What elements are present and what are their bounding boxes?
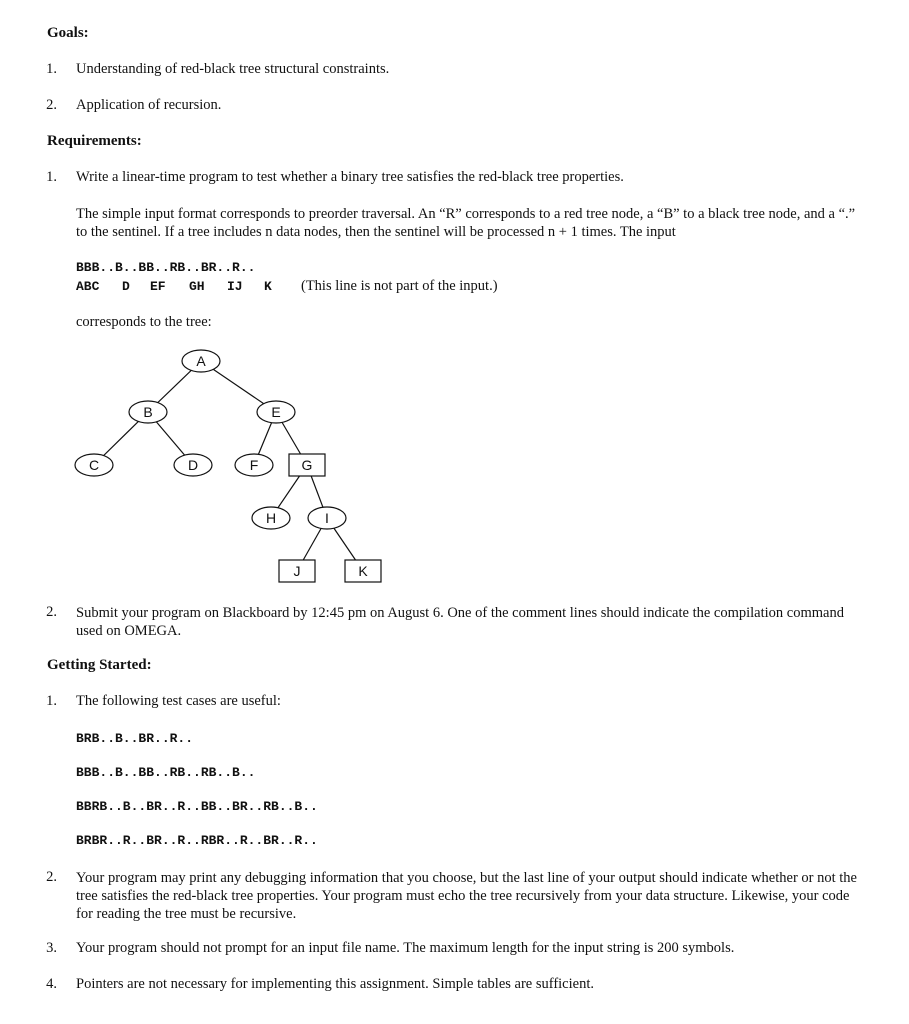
input-format-paragraph: The simple input format corresponds to preorder traversal. An “R” corresponds to a red tree node, a “B” to a black tree node, and a “.” to the sentinel. If a tree includes n data nodes, then the sentinel will be processed n + 1 times. The input <box>76 206 856 240</box>
tree-node-k <box>345 560 381 582</box>
test-case: BBB..B..BB..RB..RB..B.. <box>76 765 256 780</box>
test-case: BRB..B..BR..R.. <box>76 731 194 746</box>
tree-node-g <box>289 454 325 476</box>
tree-node-a <box>182 350 220 372</box>
getting-started-item-text: The following test cases are useful: <box>76 693 281 709</box>
tree-node-h <box>252 507 290 529</box>
tree-node-b <box>129 401 167 423</box>
tree-node-c <box>75 454 113 476</box>
requirements-item-number: 1. <box>46 169 57 185</box>
example-note: (This line is not part of the input.) <box>301 278 498 294</box>
tree-node-j <box>279 560 315 582</box>
goals-heading: Goals: <box>47 25 89 41</box>
getting-started-item-text: Your program should not prompt for an input file name. The maximum length for the input string is 200 symbols. <box>76 940 735 956</box>
example-label: K <box>264 279 272 294</box>
node-label: G <box>301 457 313 473</box>
requirements-item-text: Submit your program on Blackboard by 12:45 pm on August 6. One of the comment lines should indicate the compilation command used on OMEGA. <box>76 605 844 639</box>
node-label: C <box>88 457 100 473</box>
tree-node-i <box>308 507 346 529</box>
node-label: I <box>325 510 329 526</box>
node-label: B <box>143 404 153 420</box>
goals-item-number: 1. <box>46 61 57 77</box>
getting-started-item-number: 4. <box>46 976 57 992</box>
getting-started-heading: Getting Started: <box>47 657 152 673</box>
node-label: F <box>249 457 259 473</box>
node-label: D <box>187 457 199 473</box>
goals-item-number: 2. <box>46 97 57 113</box>
tree-node-d <box>174 454 212 476</box>
example-input: BBB..B..BB..RB..BR..R.. <box>76 260 256 275</box>
node-label: J <box>293 563 301 579</box>
requirements-item-text: Write a linear-time program to test whether a binary tree satisfies the red-black tree properties. <box>76 169 624 185</box>
node-label: A <box>196 353 206 369</box>
getting-started-item-text: Your program may print any debugging information that you choose, but the last line of your output should indicate whether or not the tree satisfies the red-black tree properties. Your program must echo the tree recursively from your data structure. Likewise, your code for reading the tree must be recursive. <box>76 870 857 922</box>
example-label: EF <box>150 279 166 294</box>
example-label: IJ <box>227 279 243 294</box>
example-label: D <box>122 279 130 294</box>
tree-node-e <box>257 401 295 423</box>
test-case: BBRB..B..BR..R..BB..BR..RB..B.. <box>76 799 318 814</box>
node-label: H <box>265 510 277 526</box>
getting-started-item-number: 3. <box>46 940 57 956</box>
requirements-heading: Requirements: <box>47 133 142 149</box>
example-label: GH <box>189 279 205 294</box>
tree-caption: corresponds to the tree: <box>76 314 212 330</box>
getting-started-item-text: Pointers are not necessary for implementing this assignment. Simple tables are sufficient. <box>76 976 594 992</box>
goals-item: Understanding of red-black tree structural constraints. <box>76 61 390 77</box>
example-label: ABC <box>76 279 100 294</box>
requirements-item-number: 2. <box>46 604 57 620</box>
node-label: K <box>358 563 368 579</box>
getting-started-item-number: 1. <box>46 693 57 709</box>
tree-node-f <box>235 454 273 476</box>
test-case: BRBR..R..BR..R..RBR..R..BR..R.. <box>76 833 318 848</box>
getting-started-item-number: 2. <box>46 869 57 885</box>
node-label: E <box>271 404 281 420</box>
goals-item: Application of recursion. <box>76 97 222 113</box>
